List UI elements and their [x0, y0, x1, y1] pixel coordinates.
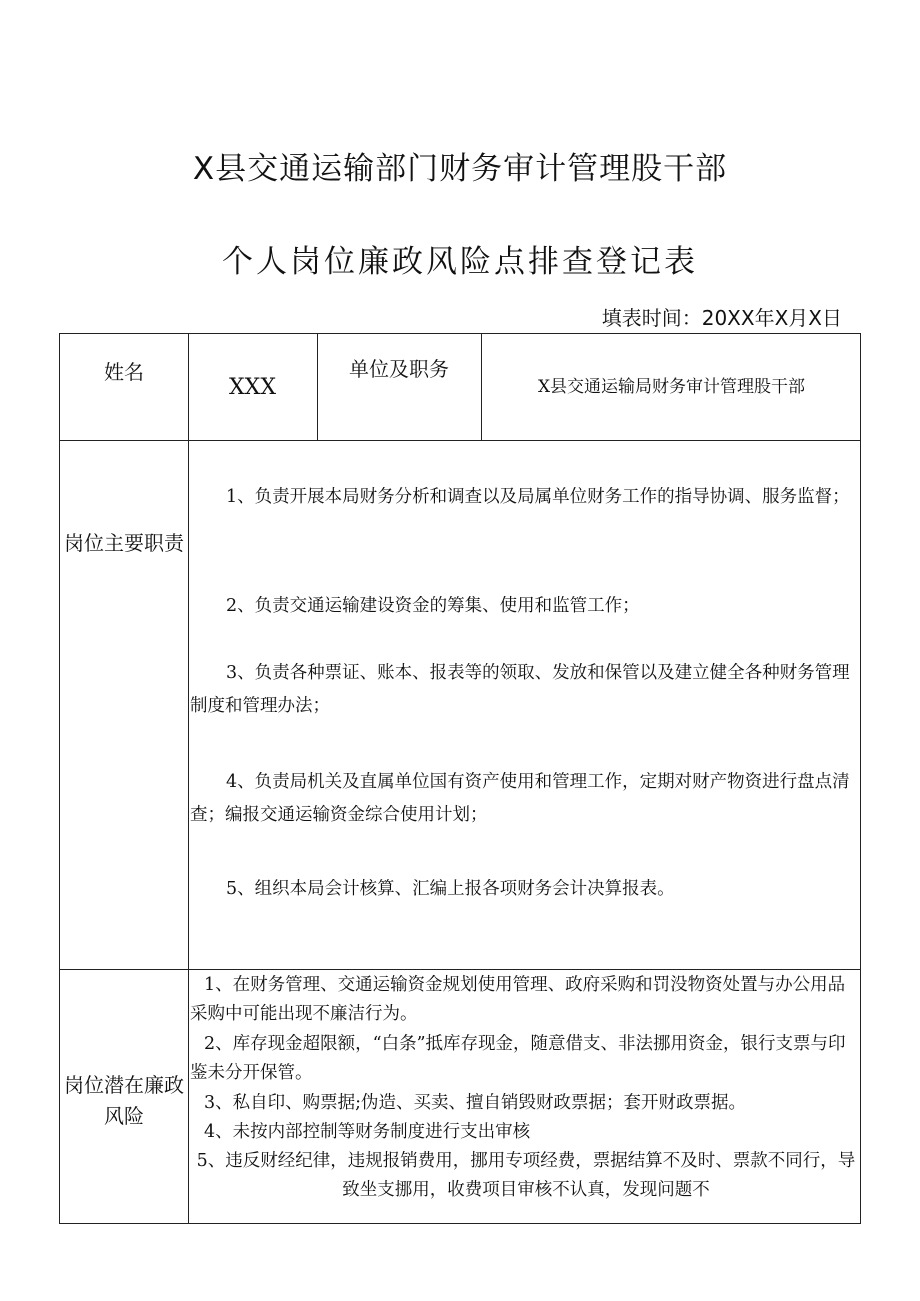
duty-item: 2、负责交通运输建设资金的筹集、使用和监管工作； [226, 596, 640, 616]
risk-item: 4、未按内部控制等财务制度进行支出审核 [204, 1122, 531, 1142]
name-label: 姓名 [104, 360, 144, 384]
duties-label: 岗位主要职责 [64, 531, 184, 555]
form-title-line1: X县交通运输部门财务审计管理股干部 [192, 151, 728, 187]
duty-item: 5、组织本局会计核算、汇编上报各项财务会计决算报表。 [226, 879, 675, 899]
column-divider [317, 334, 318, 440]
duty-item: 4、负责局机关及直属单位国有资产使用和管理工作，定期对财产物资进行盘点清查；编报交通运输资金综合使用计划； [190, 772, 850, 825]
risk-item: 2、库存现金超限额，“白条”抵库存现金，随意借支、非法挪用资金，银行支票与印鉴未分开保管。 [190, 1034, 846, 1083]
risk-item: 3、私自印、购票据;伪造、买卖、擅自销毁财政票据；套开财政票据。 [204, 1093, 747, 1113]
duty-item: 3、负责各种票证、账本、报表等的领取、发放和保管以及建立健全各种财务管理制度和管理办法； [190, 663, 850, 716]
row-divider [60, 440, 860, 441]
risk-item: 5、违反财经纪律，违规报销费用，挪用专项经费，票据结算不及时、票款不同行，导致坐支挪用，收费项目审核不认真，发现问题不 [196, 1151, 856, 1200]
risk-item: 1、在财务管理、交通运输资金规划使用管理、政府采购和罚没物资处置与办公用品采购中可能出现不廉洁行为。 [190, 975, 846, 1024]
name-value: XXX [229, 375, 276, 400]
duty-item: 1、负责开展本局财务分析和调查以及局属单位财务工作的指导协调、服务监督； [226, 487, 850, 507]
position-label: 单位及职务 [349, 357, 449, 381]
row-divider [60, 969, 860, 970]
risks-label: 岗位潜在廉政风险 [64, 1073, 184, 1128]
fill-date: 填表时间：20XX年X月X日 [601, 306, 842, 330]
column-divider [188, 334, 189, 1223]
position-value: X县交通运输局财务审计管理股干部 [537, 377, 806, 397]
register-table [59, 333, 861, 1224]
form-title-line2: 个人岗位廉政风险点排查登记表 [222, 244, 698, 280]
